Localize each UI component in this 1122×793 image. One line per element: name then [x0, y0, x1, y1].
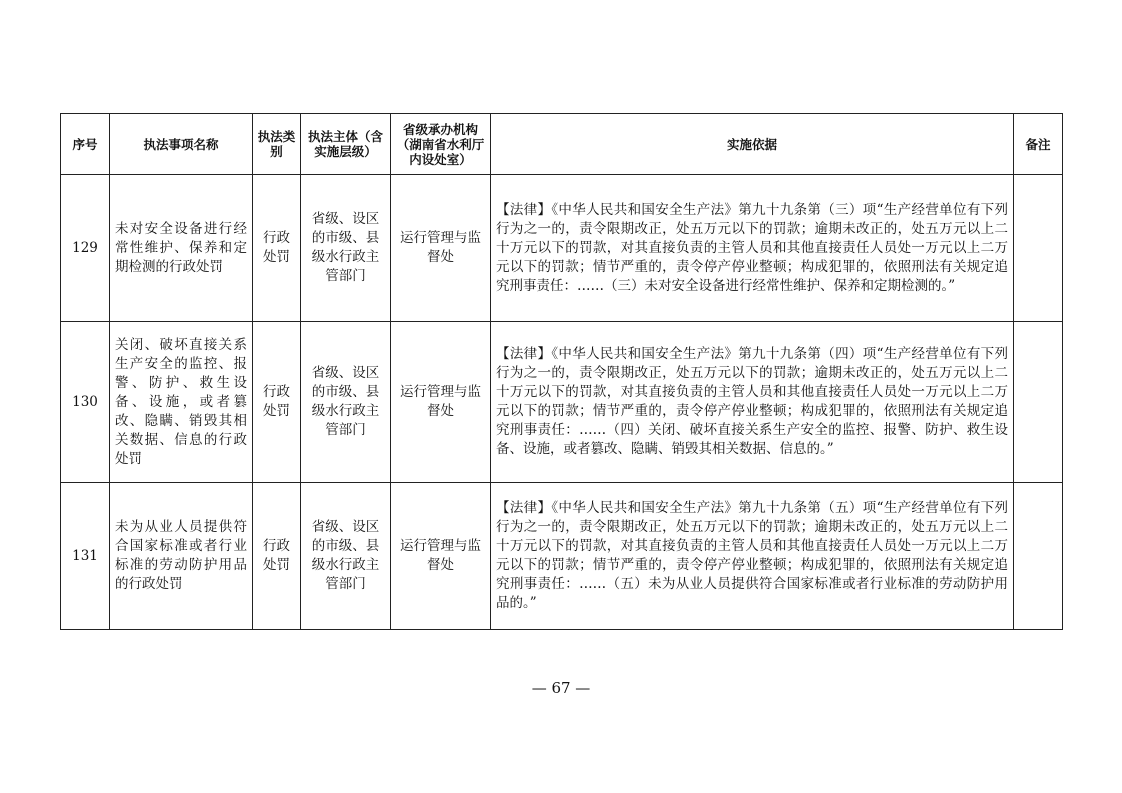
row-legal-basis: 【法律】《中华人民共和国安全生产法》第九十九条第（四）项“生产经营单位有下列行为之一的，责令限期改正，处五万元以下的罚款；逾期未改正的，处五万元以上二十万元以下的罚款，对其直接负责的主管人员和其他直接责任人员处一万元以上二万元以下的罚款；情节严重的，责令停产停业整顿；构成犯罪的，依照刑法有关规定追究刑事责任：……（四）关闭、破坏直接关系生产安全的监控、报警、防护、救生设备、设施，或者篡改、隐瞒、销毁其相关数据、信息的。” [491, 322, 1014, 483]
row-provincial-dept: 运行管理与监督处 [391, 322, 491, 483]
row-item-name: 未对安全设备进行经常性维护、保养和定期检测的行政处罚 [110, 175, 253, 322]
row-seq: 129 [61, 175, 110, 322]
table-row [61, 322, 1063, 483]
table-row [61, 175, 1063, 322]
row-enforcement-body: 省级、设区的市级、县级水行政主管部门 [301, 483, 391, 630]
row-legal-basis: 【法律】《中华人民共和国安全生产法》第九十九条第（五）项“生产经营单位有下列行为之一的，责令限期改正，处五万元以下的罚款；逾期未改正的，处五万元以上二十万元以下的罚款，对其直接负责的主管人员和其他直接责任人员处一万元以上二万元以下的罚款；情节严重的，责令停产停业整顿；构成犯罪的，依照刑法有关规定追究刑事责任：……（五）未为从业人员提供符合国家标准或者行业标准的劳动防护用品的。” [491, 483, 1014, 630]
row-provincial-dept: 运行管理与监督处 [391, 483, 491, 630]
table-row [61, 483, 1063, 630]
row-item-name: 未为从业人员提供符合国家标准或者行业标准的劳动防护用品的行政处罚 [110, 483, 253, 630]
header-provincial-dept: 省级承办机构（湖南省水利厅内设处室） [391, 114, 491, 175]
row-provincial-dept: 运行管理与监督处 [391, 175, 491, 322]
row-remark [1014, 322, 1063, 483]
header-row [61, 114, 1063, 175]
enforcement-items-table [60, 113, 1063, 630]
header-enforcement-body: 执法主体（含实施层级） [301, 114, 391, 175]
header-seq: 序号 [61, 114, 110, 175]
header-legal-basis: 实施依据 [491, 114, 1014, 175]
row-category: 行政处罚 [253, 322, 301, 483]
row-enforcement-body: 省级、设区的市级、县级水行政主管部门 [301, 175, 391, 322]
row-seq: 130 [61, 322, 110, 483]
row-seq: 131 [61, 483, 110, 630]
row-category: 行政处罚 [253, 483, 301, 630]
row-remark [1014, 483, 1063, 630]
row-category: 行政处罚 [253, 175, 301, 322]
row-enforcement-body: 省级、设区的市级、县级水行政主管部门 [301, 322, 391, 483]
page-number: — 67 — [531, 679, 591, 697]
header-remark: 备注 [1014, 114, 1063, 175]
row-legal-basis: 【法律】《中华人民共和国安全生产法》第九十九条第（三）项“生产经营单位有下列行为之一的，责令限期改正，处五万元以下的罚款；逾期未改正的，处五万元以上二十万元以下的罚款，对其直接负责的主管人员和其他直接责任人员处一万元以上二万元以下的罚款；情节严重的，责令停产停业整顿；构成犯罪的，依照刑法有关规定追究刑事责任：……（三）未对安全设备进行经常性维护、保养和定期检测的。” [491, 175, 1014, 322]
header-category: 执法类别 [253, 114, 301, 175]
row-item-name: 关闭、破坏直接关系生产安全的监控、报警、防护、救生设备、设施，或者篡改、隐瞒、销毁其相关数据、信息的行政处罚 [110, 322, 253, 483]
header-item-name: 执法事项名称 [110, 114, 253, 175]
row-remark [1014, 175, 1063, 322]
